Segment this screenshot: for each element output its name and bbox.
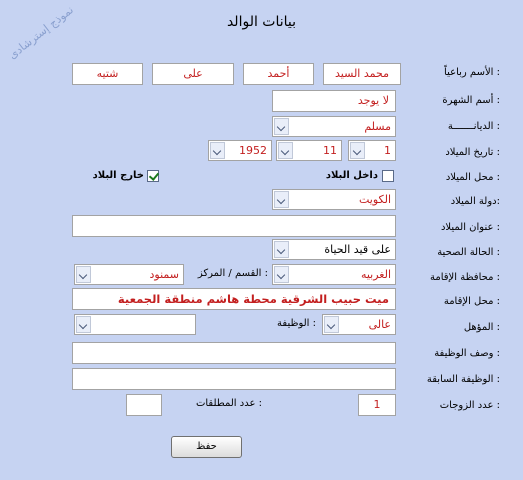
birth-country-label: دولة الميلاد: [450, 196, 500, 207]
chevron-down-icon [274, 191, 289, 208]
wives-count-label: عدد الزوجات : [439, 400, 500, 411]
divorcees-count-field[interactable] [126, 394, 162, 416]
full-name-label: الأسم رباعياً : [444, 67, 500, 78]
job-select[interactable] [74, 314, 196, 335]
job-description-field[interactable] [72, 342, 396, 364]
birth-month-select[interactable] [276, 140, 342, 161]
residence-place-label: محل الإقامة : [443, 296, 500, 307]
chevron-down-icon [274, 241, 289, 258]
chevron-down-icon [210, 142, 225, 159]
job-description-label: وصف الوظيفة : [434, 348, 500, 359]
health-select[interactable] [272, 239, 396, 260]
district-select[interactable] [74, 264, 184, 285]
birth-day-select[interactable] [348, 140, 396, 161]
chevron-down-icon [76, 266, 91, 283]
birth-address-label: عنوان الميلاد : [440, 222, 500, 233]
nickname-label: أسم الشهرة : [442, 95, 500, 106]
governorate-value: الغربيه [360, 268, 391, 281]
religion-label: الديانـــــــة : [447, 121, 500, 132]
first-name-field[interactable]: محمد السيد [323, 63, 401, 85]
divorcees-count-label: عدد المطلقات : [195, 398, 262, 409]
inside-country-checkbox[interactable] [382, 170, 394, 182]
nickname-field[interactable]: لا يوجد [272, 90, 396, 112]
chevron-down-icon [274, 266, 289, 283]
residence-place-field[interactable]: ميت حبيب الشرقية محطة هاشم منطقة الجمعية [72, 288, 396, 310]
birth-address-field[interactable] [72, 215, 396, 237]
qualification-value: عالى [368, 318, 391, 331]
save-button[interactable]: حفظ [171, 436, 242, 458]
religion-value: مسلم [364, 120, 391, 133]
chevron-down-icon [76, 316, 91, 333]
qualification-select[interactable] [322, 314, 396, 335]
outside-country-label: خارج البلاد [92, 170, 144, 181]
job-label: الوظيفة : [277, 318, 316, 329]
governorate-select[interactable] [272, 264, 396, 285]
watermark: نموذج إسترشادى [6, 3, 76, 62]
previous-job-label: الوظيفة السابقة : [426, 374, 500, 385]
chevron-down-icon [278, 142, 293, 159]
governorate-label: محافظة الإقامة : [430, 272, 500, 283]
qualification-label: المؤهل : [463, 322, 500, 333]
family-name-field[interactable]: شتيه [72, 63, 143, 85]
health-value: على قيد الحياة [324, 243, 391, 256]
previous-job-field[interactable] [72, 368, 396, 390]
chevron-down-icon [324, 316, 339, 333]
birth-year-select[interactable] [208, 140, 272, 161]
inside-country-label: داخل البلاد [325, 170, 378, 181]
religion-select[interactable] [272, 116, 396, 137]
outside-country-checkbox[interactable] [147, 170, 159, 182]
chevron-down-icon [350, 142, 365, 159]
birth-place-label: محل الميلاد : [445, 172, 500, 183]
birth-month-value: 11 [323, 144, 337, 157]
page-title: بيانات الوالد [226, 14, 297, 30]
birth-year-value: 1952 [239, 144, 267, 157]
father-name-field[interactable]: أحمد [243, 63, 314, 85]
health-label: الحالة الصحية : [437, 247, 500, 258]
birth-country-value: الكويت [358, 193, 391, 206]
birth-country-select[interactable] [272, 189, 396, 210]
district-value: سمنود [149, 268, 179, 281]
birth-day-value: 1 [384, 144, 391, 157]
birth-date-label: تاريخ الميلاد : [445, 147, 500, 158]
chevron-down-icon [274, 118, 289, 135]
wives-count-field[interactable]: 1 [358, 394, 396, 416]
grandfather-name-field[interactable]: على [152, 63, 234, 85]
district-label: القسم / المركز : [197, 268, 268, 279]
